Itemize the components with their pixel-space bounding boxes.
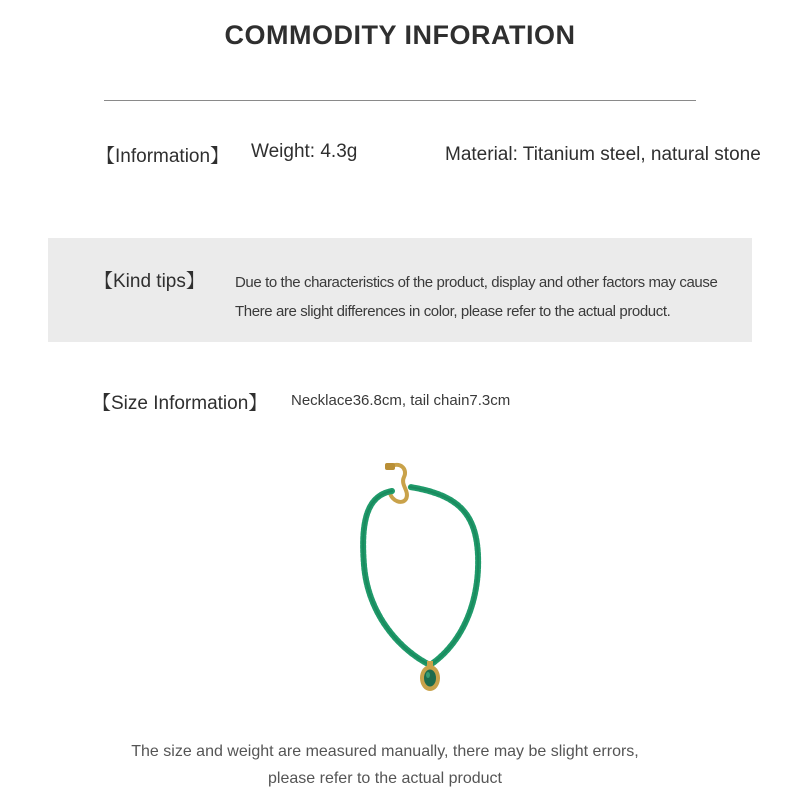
pendant-stone [424, 670, 436, 687]
clasp [385, 463, 395, 470]
tail-chain [390, 465, 407, 502]
information-label: 【Information】 [96, 146, 230, 167]
size-information-value: Necklace36.8cm, tail chain7.3cm [291, 392, 511, 409]
page-title: COMMODITY INFORATION [224, 20, 576, 50]
bead-strand [363, 487, 478, 665]
weight-value: Weight: 4.3g [251, 141, 358, 162]
footer-note [0, 738, 770, 792]
kind-tips-line-2: There are slight differences in color, please refer to the actual product. [235, 303, 671, 320]
size-information-label: 【Size Information】 [92, 393, 268, 414]
title-divider [104, 100, 696, 101]
kind-tips-label: 【Kind tips】 [94, 271, 205, 292]
footer-note-line-1: The size and weight are measured manually, there may be slight errors, [131, 743, 639, 760]
necklace-product-image [330, 455, 500, 705]
footer-note-line-2: please refer to the actual product [268, 770, 502, 787]
kind-tips-text [235, 268, 717, 326]
kind-tips-box [48, 238, 752, 342]
material-value: Material: Titanium steel, natural stone [445, 144, 761, 165]
kind-tips-line-1: Due to the characteristics of the product, display and other factors may cause [235, 274, 718, 291]
